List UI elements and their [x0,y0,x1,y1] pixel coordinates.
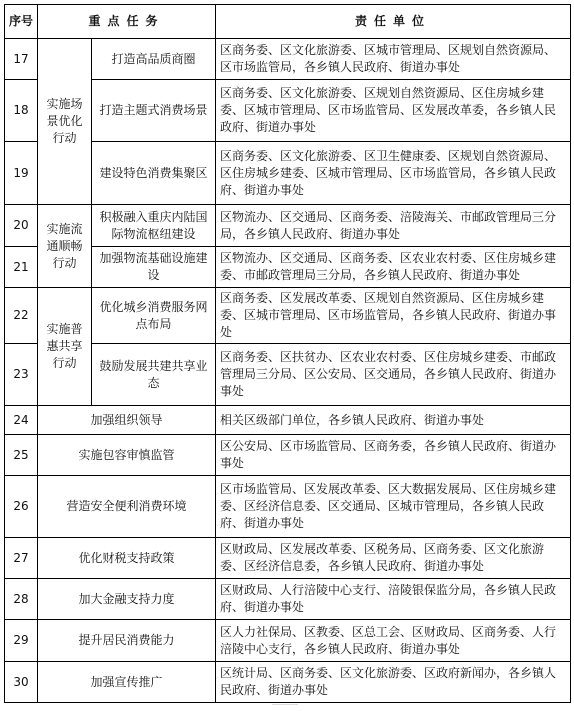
row-task: 加强物流基础设施建设 [92,247,216,288]
table-row [5,205,571,247]
row-num: 21 [5,247,38,288]
row-task: 实施包容审慎监管 [38,435,216,476]
table-row [5,406,571,435]
row-num: 27 [5,538,38,579]
table-row [5,662,571,703]
row-unit: 区商务委、区文化旅游委、区卫生健康委、区规划自然资源局、区住房城乡建委、区城市管理局、区市场监管局，各乡镇人民政府、街道办事处 [216,142,571,205]
table-row [5,579,571,620]
table-row [5,288,571,344]
row-num: 26 [5,476,38,538]
table-header-row [5,5,571,39]
row-task: 鼓励发展共建共享业态 [92,344,216,406]
row-num: 19 [5,142,38,205]
row-task: 优化城乡消费服务网点布局 [92,288,216,344]
header-num: 序号 [5,5,38,39]
table-row [5,620,571,662]
table-row [5,476,571,538]
row-num: 24 [5,406,38,435]
row-unit: 区财政局、人行涪陵中心支行、涪陵银保监分局，各乡镇人民政府、街道办事处 [216,579,571,620]
row-task: 积极融入重庆内陆国际物流枢纽建设 [92,205,216,247]
page-edge-mark [272,704,298,711]
row-task: 打造高品质商圈 [92,39,216,80]
row-task: 打造主题式消费场景 [92,80,216,142]
row-num: 28 [5,579,38,620]
row-num: 30 [5,662,38,703]
row-num: 22 [5,288,38,344]
responsibility-table [4,4,571,703]
row-unit: 区公安局、区市场监管局、区商务委，各乡镇人民政府、街道办事处 [216,435,571,476]
row-task: 加强宣传推广 [38,662,216,703]
row-task: 建设特色消费集聚区 [92,142,216,205]
table-row [5,435,571,476]
row-num: 17 [5,39,38,80]
header-unit: 责任单位 [216,5,571,39]
group-label: 实施普惠共享行动 [38,288,92,406]
row-unit: 区物流办、区交通局、区商务委、区农业农村委、区住房城乡建委、市邮政管理局三分局，各乡镇人民政府、街道办事处 [216,247,571,288]
row-task: 加大金融支持力度 [38,579,216,620]
table-row [5,39,571,80]
row-unit: 区财政局、区发展改革委、区税务局、区商务委、区文化旅游委、区经济信息委，各乡镇人民政府、街道办事处 [216,538,571,579]
row-unit: 区商务委、区文化旅游委、区规划自然资源局、区住房城乡建委、区城市管理局、区市场监管局、区发展改革委，各乡镇人民政府、街道办事处 [216,80,571,142]
row-unit: 区物流办、区交通局、区商务委、涪陵海关、市邮政管理局三分局，各乡镇人民政府、街道办事处 [216,205,571,247]
row-task: 提升居民消费能力 [38,620,216,662]
row-unit: 区商务委、区扶贫办、区农业农村委、区住房城乡建委、市邮政管理局三分局、区公安局、区交通局，各乡镇人民政府、街道办事处 [216,344,571,406]
row-unit: 区商务委、区文化旅游委、区城市管理局、区规划自然资源局、区市场监管局，各乡镇人民政府、街道办事处 [216,39,571,80]
row-num: 29 [5,620,38,662]
row-num: 25 [5,435,38,476]
row-task: 加强组织领导 [38,406,216,435]
row-task: 营造安全便利消费环境 [38,476,216,538]
row-num: 23 [5,344,38,406]
row-task: 优化财税支持政策 [38,538,216,579]
header-task: 重点任务 [38,5,216,39]
row-num: 18 [5,80,38,142]
row-unit: 区统计局、区商务委、区文化旅游委、区政府新闻办，各乡镇人民政府、街道办事处 [216,662,571,703]
row-unit: 区商务委、区发展改革委、区规划自然资源局、区住房城乡建委、区城市管理局、区市场监管局，各乡镇人民政府、街道办事处 [216,288,571,344]
group-label: 实施场景优化行动 [38,39,92,205]
row-unit: 区人力社保局、区教委、区总工会、区财政局、区商务委、人行涪陵中心支行，各乡镇人民政府、街道办事处 [216,620,571,662]
group-label: 实施流通顺畅行动 [38,205,92,288]
table-row [5,538,571,579]
row-num: 20 [5,205,38,247]
row-unit: 区市场监管局、区发展改革委、区大数据发展局、区住房城乡建委、区经济信息委、区交通局、区城市管理局，各乡镇人民政府、街道办事处 [216,476,571,538]
row-unit: 相关区级部门单位，各乡镇人民政府、街道办事处 [216,406,571,435]
